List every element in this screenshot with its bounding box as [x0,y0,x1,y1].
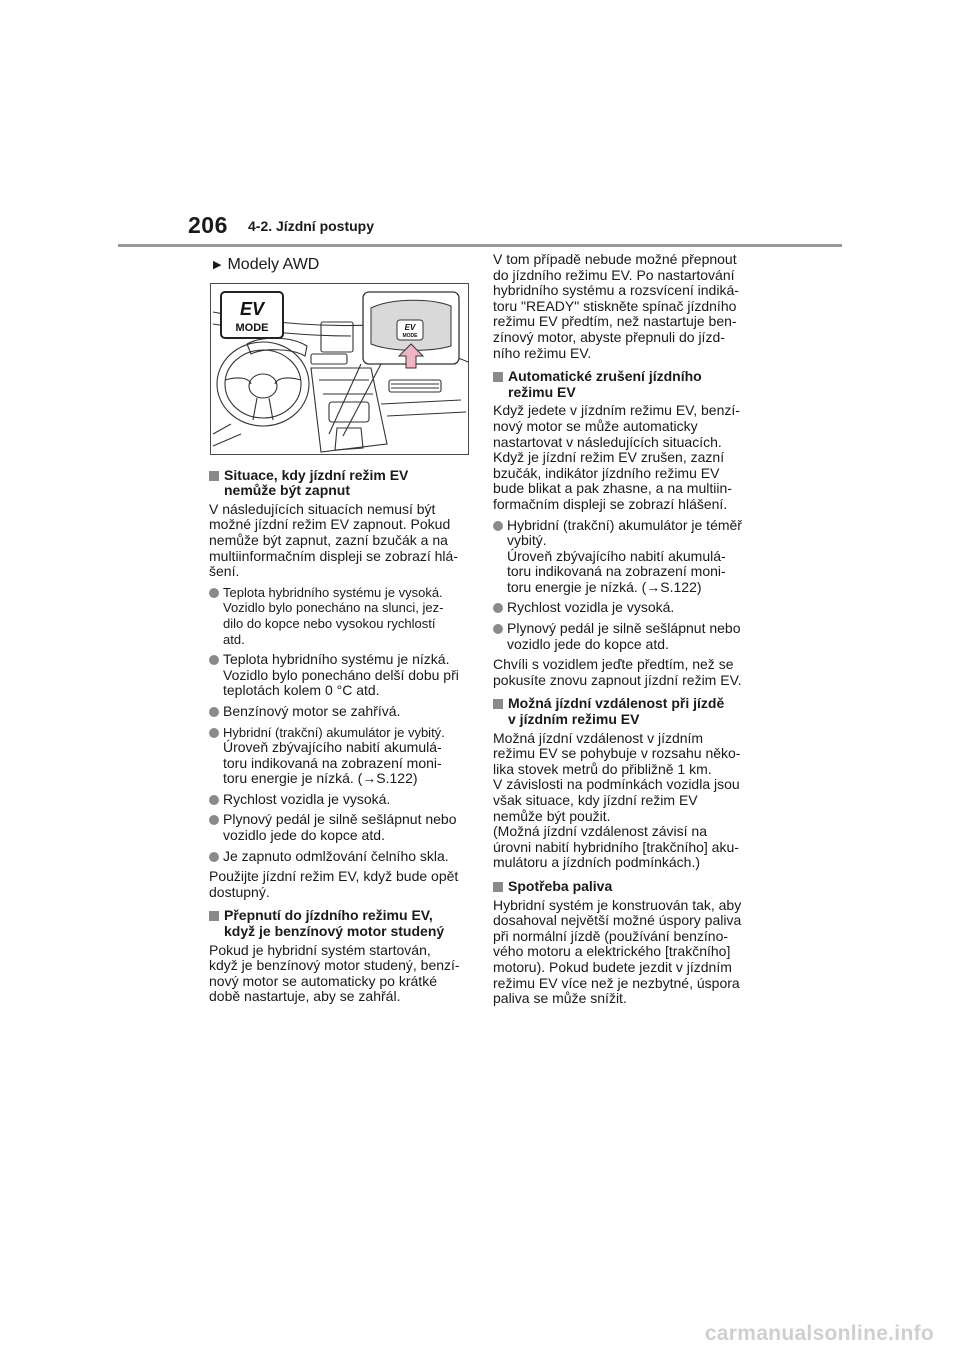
circle-bullet-icon [209,815,219,825]
left-column [209,257,471,1010]
list-item: Teplota hybridního systému je nízká. Vozidlo bylo ponecháno delší dobu při teplotách kolem 0 °C atd. [209,652,471,699]
ev-available-again-paragraph: Použijte jízdní režim EV, když bude opět dostupný. [209,868,459,900]
square-bullet-icon [493,882,503,892]
badge-mode-text: MODE [235,321,269,334]
retry-paragraph: Chvíli s vozidlem jeďte předtím, než se pokusíte znovu zapnout jízdní režim EV. [493,656,742,688]
header-rule [118,244,842,247]
circle-bullet-icon [209,655,219,665]
list-item: Rychlost vozidla je vysoká. [209,792,471,808]
heading-ev-range: Možná jízdní vzdálenost při jízdě v jízdním režimu EV [493,696,755,727]
list-item: Teplota hybridního systému je vysoká. Vozidlo bylo ponecháno na slunci, jez- dilo do kopce nebo vysokou rychlostí atd. [209,585,471,647]
fuel-economy-paragraph: Hybridní systém je konstruován tak, aby dosahoval největší možné úspory paliva při normální jízdě (používání benzíno- vého motoru a elektrického [trakčního] motoru). Pokud budete jezdit v jízdním režimu EV více než je nezbytné, úspora paliva se může snížit. [493,896,742,1007]
circle-bullet-icon [209,588,219,598]
auto-cancel-paragraph: Když jedete v jízdním režimu EV, benzí- nový motor se může automaticky nastartovat v následujících situacích. Když je jízdní režim EV zrušen, zazní bzučák, indikátor jízdního režimu EV bude blikat a pak zhasne, a na multiin- formačním displeji se zobrazí hlášení. [493,402,740,512]
circle-bullet-icon [493,521,503,531]
triangle-icon: ▶ [213,259,222,271]
knob-mode-text: MODE [402,332,418,339]
list-item: Je zapnuto odmlžování čelního skla. [209,849,471,865]
list-item: Hybridní (trakční) akumulátor je téměř vybitý. Úroveň zbývajícího nabití akumulá- toru indikovaná na zobrazení moni- toru energie je nízká. (→S.122) [493,518,755,596]
list-item: Rychlost vozidla je vysoká. [493,600,755,616]
ev-unavailable-paragraph: V následujících situacích nemusí být možné jízdní režim EV zapnout. Pokud nemůže být zapnut, zazní bzučák a na multiinformačním displeji se zobrazí hlá- šení. [209,500,458,580]
page-number: 206 [188,212,228,238]
heading-cold-engine: Přepnutí do jízdního režimu EV, když je benzínový motor studený [209,908,471,939]
square-bullet-icon [493,699,503,709]
heading-ev-unavailable: Situace, kdy jízdní režim EV nemůže být zapnut [209,468,471,499]
knob-ev-text: EV [404,322,416,332]
dashboard-illustration [211,284,468,454]
heading-fuel-economy: Spotřeba paliva [493,879,755,895]
list-item: Plynový pedál je silně sešlápnut nebo vozidlo jede do kopce atd. [209,812,471,843]
ev-range-paragraph: Možná jízdní vzdálenost v jízdním režimu EV se pohybuje v rozsahu něko- lika stovek metrů do přibližně 1 km. V závislosti na podmínkách vozidla jsou však situace, kdy jízdní režim EV nemůže být použit. (Možná jízdní vzdálenost závisí na úrovni nabití hybridního [trakčního] aku- mulátoru a jízdních podmínkách.) [493,729,741,871]
section-title: 4-2. Jízdní postupy [248,218,375,234]
square-bullet-icon [209,471,219,481]
square-bullet-icon [209,911,219,921]
circle-bullet-icon [209,707,219,717]
badge-ev-text: EV [239,298,265,319]
circle-bullet-icon [209,728,219,738]
list-item: Hybridní (trakční) akumulátor je vybitý. Úroveň zbývajícího nabití akumulá- toru indikovaná na zobrazení moni- toru energie je nízká. (→S.122) [209,725,471,787]
right-column [493,252,755,1012]
circle-bullet-icon [493,603,503,613]
list-item: Benzínový motor se zahřívá. [209,704,471,720]
heading-auto-cancel: Automatické zrušení jízdního režimu EV [493,369,755,400]
ev-mode-figure [210,283,469,455]
circle-bullet-icon [209,852,219,862]
cold-engine-paragraph: Pokud je hybridní systém startován, když je benzínový motor studený, benzí- nový motor se automaticky po krátké době nastartuje, aby se zahřál. [209,941,460,1005]
circle-bullet-icon [209,795,219,805]
model-label: ▶ Modely AWD [213,256,320,273]
list-item: Plynový pedál je silně sešlápnut nebo vozidlo jede do kopce atd. [493,621,755,652]
square-bullet-icon [493,372,503,382]
intro-paragraph: V tom případě nebude možné přepnout do jízdního režimu EV. Po nastartování hybridního systému a rozsvícení indiká- toru "READY" stiskněte spínač jízdního režimu EV předtím, než nastartuje ben- zínový motor, abyste přepnuli do jízd- ního režimu EV. [493,251,739,361]
circle-bullet-icon [493,624,503,634]
watermark: carmanualsonline.info [704,1322,934,1345]
